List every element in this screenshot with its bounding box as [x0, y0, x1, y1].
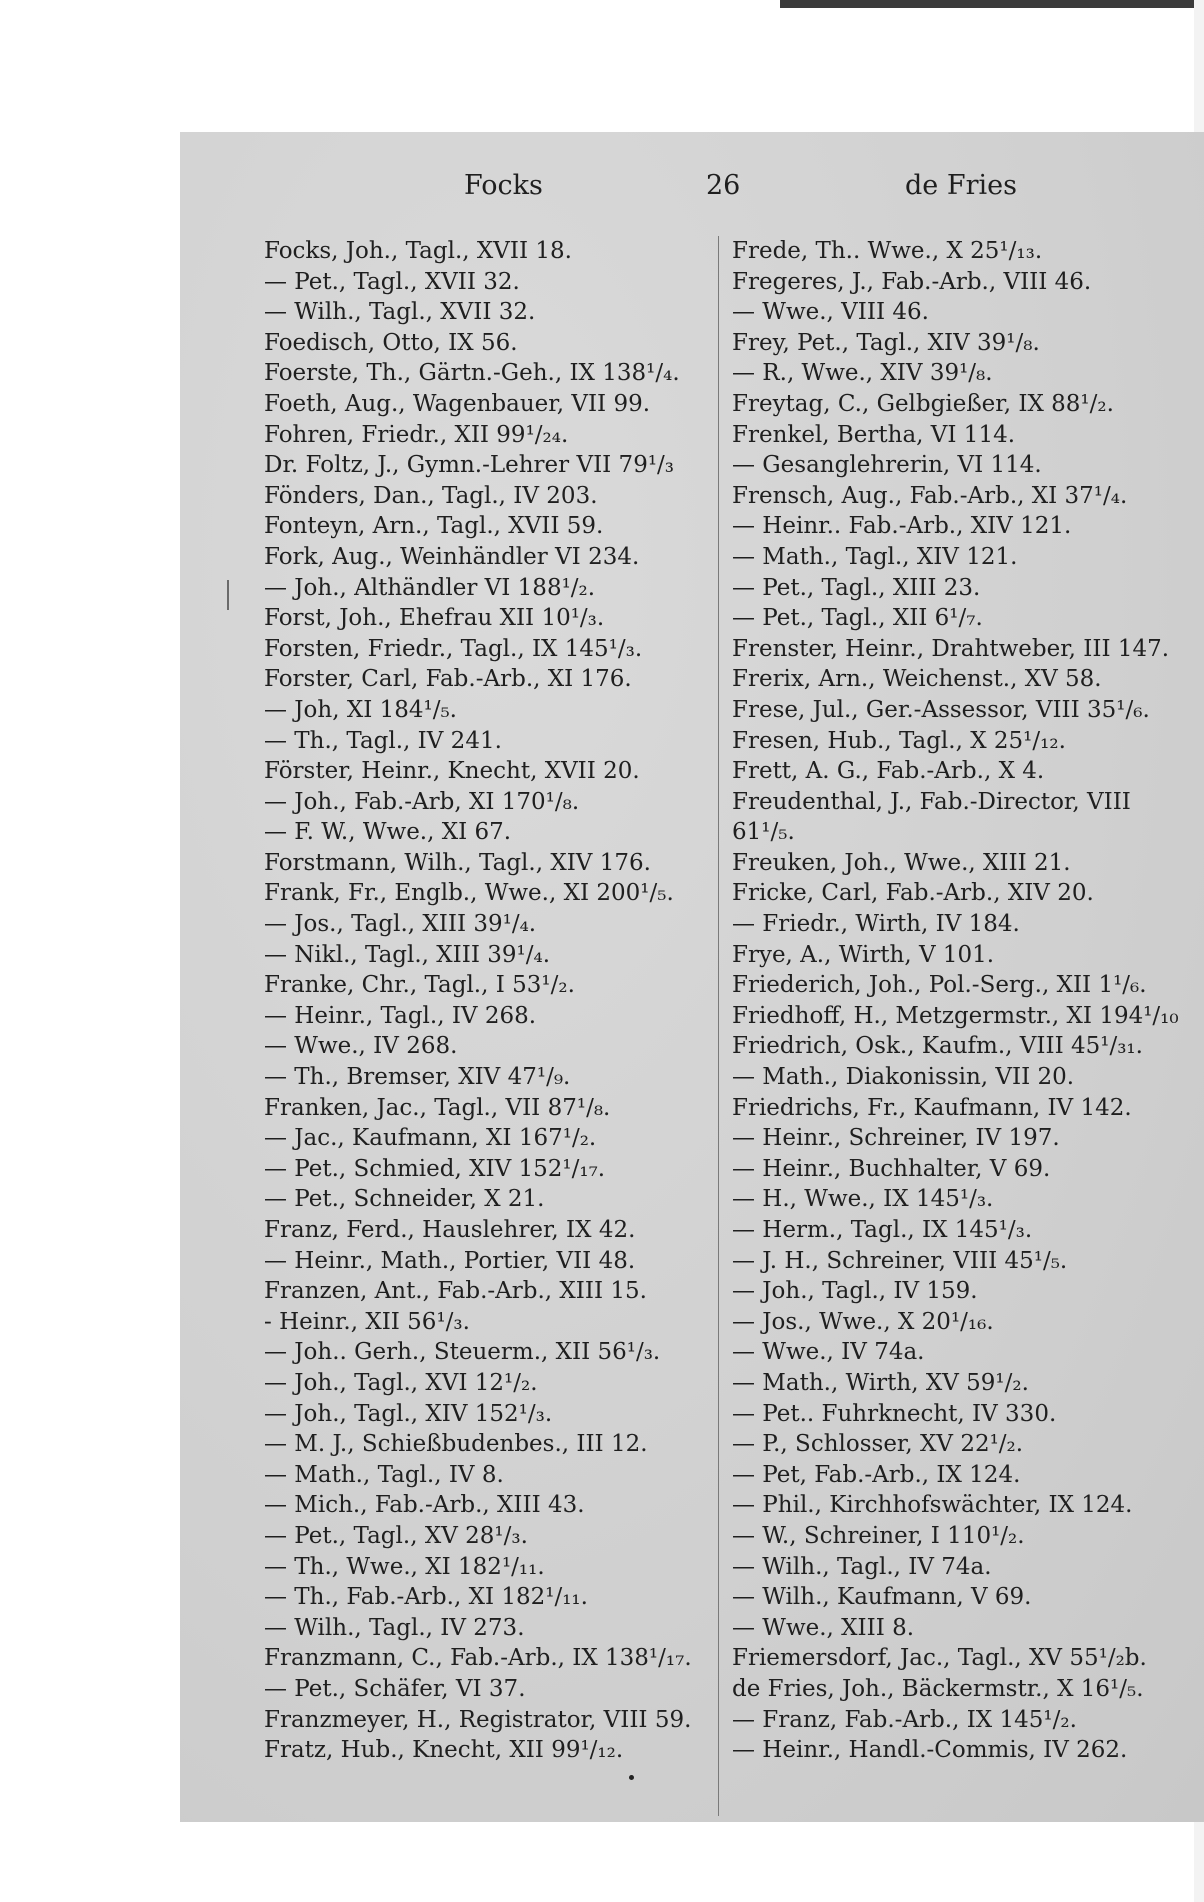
- directory-entry: Frenster, Heinr., Drahtweber, III 147.: [732, 635, 1170, 662]
- directory-entry: 61¹/₅.: [732, 819, 795, 846]
- scan-top-edge: [780, 0, 1204, 8]
- directory-entry: Fregeres, J., Fab.-Arb., VIII 46.: [732, 268, 1092, 295]
- running-header: [180, 170, 1204, 210]
- directory-entry: — Herm., Tagl., IX 145¹/₃.: [732, 1217, 1033, 1243]
- directory-entry: — Friedr., Wirth, IV 184.: [732, 911, 1020, 938]
- directory-entry: Friedhoff, H., Metzgermstr., XI 194¹/₁₀: [732, 1002, 1179, 1029]
- directory-entry: Foeth, Aug., Wagenbauer, VII 99.: [264, 390, 651, 417]
- directory-entry: Freuken, Joh., Wwe., XIII 21.: [732, 849, 1071, 876]
- directory-entry: — Heinr., Schreiner, IV 197.: [732, 1125, 1060, 1152]
- directory-entry: — Joh.. Gerh., Steuerm., XII 56¹/₃.: [264, 1339, 661, 1366]
- directory-entry: Förster, Heinr., Knecht, XVII 20.: [264, 758, 640, 785]
- directory-entry: Frede, Th.. Wwe., X 25¹/₁₃.: [732, 238, 1043, 264]
- directory-entry: — Th., Tagl., IV 241.: [264, 727, 502, 754]
- stray-mark: [629, 1775, 634, 1780]
- directory-entry: — Heinr., Buchhalter, V 69.: [732, 1155, 1051, 1182]
- directory-entry: — Wwe., IV 268.: [264, 1033, 458, 1060]
- directory-entry: Fonteyn, Arn., Tagl., XVII 59.: [264, 513, 604, 540]
- directory-entry: - Heinr., XII 56¹/₃.: [264, 1308, 470, 1335]
- directory-entry: — Wilh., Tagl., IV 273.: [264, 1614, 525, 1641]
- directory-entry: — Nikl., Tagl., XIII 39¹/₄.: [264, 941, 551, 968]
- directory-entry: Franke, Chr., Tagl., I 53¹/₂.: [264, 972, 575, 999]
- directory-entry: Friederich, Joh., Pol.-Serg., XII 1¹/₆.: [732, 972, 1147, 999]
- directory-entry: — Heinr., Tagl., IV 268.: [264, 1002, 537, 1029]
- directory-entry: — P., Schlosser, XV 22¹/₂.: [732, 1431, 1024, 1458]
- directory-entry: Franzmeyer, H., Registrator, VIII 59.: [264, 1706, 692, 1733]
- directory-entry: — Pet., Tagl., XVII 32.: [264, 268, 520, 295]
- column-divider: [718, 236, 719, 1816]
- directory-entry: — Franz, Fab.-Arb., IX 145¹/₂.: [732, 1706, 1077, 1733]
- directory-entry: — Math., Diakonissin, VII 20.: [732, 1064, 1075, 1091]
- directory-entry: — Pet., Schneider, X 21.: [264, 1186, 545, 1213]
- margin-mark: [227, 580, 229, 610]
- directory-entry: — M. J., Schießbudenbes., III 12.: [264, 1431, 648, 1458]
- directory-entry: — Math., Wirth, XV 59¹/₂.: [732, 1369, 1029, 1396]
- directory-entry: — Wilh., Tagl., XVII 32.: [264, 299, 536, 326]
- directory-entry: Forster, Carl, Fab.-Arb., XI 176.: [264, 666, 632, 693]
- page-number: 26: [706, 170, 741, 201]
- directory-entry: Fratz, Hub., Knecht, XII 99¹/₁₂.: [264, 1737, 624, 1764]
- directory-entry: — J. H., Schreiner, VIII 45¹/₅.: [732, 1247, 1068, 1274]
- directory-entry: — Math., Tagl., IV 8.: [264, 1461, 504, 1488]
- directory-entry: de Fries, Joh., Bäckermstr., X 16¹/₅.: [732, 1675, 1144, 1702]
- directory-entry: — R., Wwe., XIV 39¹/₈.: [732, 360, 993, 387]
- directory-entry: Frenkel, Bertha, VI 114.: [732, 421, 1016, 448]
- directory-entry: — Pet., Schäfer, VI 37.: [264, 1675, 526, 1702]
- directory-entry: Fönders, Dan., Tagl., IV 203.: [264, 482, 598, 509]
- directory-entry: — F. W., Wwe., XI 67.: [264, 819, 512, 846]
- directory-entry: — Pet., Tagl., XII 6¹/₇.: [732, 605, 983, 632]
- directory-entry: — Pet, Fab.-Arb., IX 124.: [732, 1461, 1021, 1488]
- directory-entry: — Mich., Fab.-Arb., XIII 43.: [264, 1492, 585, 1519]
- directory-entry: Friemersdorf, Jac., Tagl., XV 55¹/₂b.: [732, 1645, 1147, 1672]
- directory-entry: — Heinr.. Fab.-Arb., XIV 121.: [732, 513, 1072, 540]
- directory-entry: Frese, Jul., Ger.-Assessor, VIII 35¹/₆.: [732, 696, 1150, 723]
- directory-entry: — Pet., Tagl., XIII 23.: [732, 574, 981, 601]
- directory-entry: — Joh., Tagl., XIV 152¹/₃.: [264, 1400, 553, 1427]
- directory-entry: — Joh., Tagl., IV 159.: [732, 1278, 978, 1305]
- directory-entry: — Heinr., Math., Portier, VII 48.: [264, 1247, 636, 1274]
- directory-entry: Frye, A., Wirth, V 101.: [732, 941, 995, 968]
- directory-entry: — Joh., Tagl., XVI 12¹/₂.: [264, 1369, 538, 1396]
- directory-entry: — Pet., Schmied, XIV 152¹/₁₇.: [264, 1155, 606, 1182]
- directory-entry: — Wwe., VIII 46.: [732, 299, 929, 326]
- header-last-entry: de Fries: [905, 170, 1017, 201]
- directory-entry: Friedrichs, Fr., Kaufmann, IV 142.: [732, 1094, 1132, 1121]
- directory-entry: — Pet., Tagl., XV 28¹/₃.: [264, 1522, 528, 1549]
- directory-entry: Frerix, Arn., Weichenst., XV 58.: [732, 666, 1102, 693]
- directory-entry: — Math., Tagl., XIV 121.: [732, 543, 1018, 570]
- directory-entry: — Jos., Tagl., XIII 39¹/₄.: [264, 911, 537, 938]
- directory-entry: Foedisch, Otto, IX 56.: [264, 329, 518, 356]
- directory-entry: — Th., Wwe., XI 182¹/₁₁.: [264, 1553, 545, 1580]
- directory-entry: — Wilh., Tagl., IV 74a.: [732, 1553, 992, 1580]
- directory-entry: Fricke, Carl, Fab.-Arb., XIV 20.: [732, 880, 1094, 907]
- directory-entry: — Wilh., Kaufmann, V 69.: [732, 1584, 1032, 1611]
- directory-entry: Fohren, Friedr., XII 99¹/₂₄.: [264, 421, 569, 448]
- directory-entry: Forst, Joh., Ehefrau XII 10¹/₃.: [264, 605, 605, 632]
- directory-entry: Frensch, Aug., Fab.-Arb., XI 37¹/₄.: [732, 482, 1128, 509]
- directory-entry: — Wwe., IV 74a.: [732, 1339, 925, 1366]
- directory-entry: Franz, Ferd., Hauslehrer, IX 42.: [264, 1217, 636, 1243]
- directory-entry: — Pet.. Fuhrknecht, IV 330.: [732, 1400, 1057, 1427]
- directory-entry: Franzen, Ant., Fab.-Arb., XIII 15.: [264, 1278, 647, 1305]
- directory-entry: — Joh, XI 184¹/₅.: [264, 696, 457, 723]
- directory-entry: Friedrich, Osk., Kaufm., VIII 45¹/₃₁.: [732, 1033, 1143, 1060]
- directory-entry: — Heinr., Handl.-Commis, IV 262.: [732, 1737, 1128, 1764]
- directory-entry: — Gesanglehrerin, VI 114.: [732, 452, 1042, 479]
- directory-entry: Freudenthal, J., Fab.-Director, VIII: [732, 788, 1131, 815]
- directory-entry: Fresen, Hub., Tagl., X 25¹/₁₂.: [732, 727, 1066, 754]
- directory-entry: Franzmann, C., Fab.-Arb., IX 138¹/₁₇.: [264, 1645, 692, 1672]
- directory-entry: — Joh., Fab.-Arb, XI 170¹/₈.: [264, 788, 580, 815]
- directory-entry: Forstmann, Wilh., Tagl., XIV 176.: [264, 849, 651, 876]
- directory-entry: — H., Wwe., IX 145¹/₃.: [732, 1186, 994, 1213]
- directory-entry: — Jac., Kaufmann, XI 167¹/₂.: [264, 1125, 597, 1152]
- directory-entry: — Th., Fab.-Arb., XI 182¹/₁₁.: [264, 1584, 588, 1611]
- directory-entry: — W., Schreiner, I 110¹/₂.: [732, 1522, 1025, 1549]
- directory-entry: Dr. Foltz, J., Gymn.-Lehrer VII 79¹/₃: [264, 452, 675, 479]
- right-column: [732, 236, 1202, 1766]
- directory-entry: Forsten, Friedr., Tagl., IX 145¹/₃.: [264, 635, 643, 662]
- directory-entry: Freytag, C., Gelbgießer, IX 88¹/₂.: [732, 390, 1114, 417]
- directory-entry: Foerste, Th., Gärtn.-Geh., IX 138¹/₄.: [264, 360, 680, 387]
- left-column: [264, 236, 704, 1766]
- directory-entry: — Th., Bremser, XIV 47¹/₉.: [264, 1064, 571, 1091]
- directory-entry: — Joh., Althändler VI 188¹/₂.: [264, 574, 596, 601]
- directory-entry: Frett, A. G., Fab.-Arb., X 4.: [732, 758, 1045, 785]
- directory-entry: Frey, Pet., Tagl., XIV 39¹/₈.: [732, 329, 1040, 356]
- directory-entry: Franken, Jac., Tagl., VII 87¹/₈.: [264, 1094, 611, 1121]
- directory-entry: Fork, Aug., Weinhändler VI 234.: [264, 543, 640, 570]
- header-first-entry: Focks: [464, 170, 543, 201]
- directory-entry: — Phil., Kirchhofswächter, IX 124.: [732, 1492, 1133, 1519]
- directory-entry: Frank, Fr., Englb., Wwe., XI 200¹/₅.: [264, 880, 674, 907]
- directory-entry: — Wwe., XIII 8.: [732, 1614, 915, 1641]
- directory-entry: — Jos., Wwe., X 20¹/₁₆.: [732, 1308, 994, 1335]
- directory-entry: Focks, Joh., Tagl., XVII 18.: [264, 238, 572, 264]
- directory-page: [180, 132, 1204, 1822]
